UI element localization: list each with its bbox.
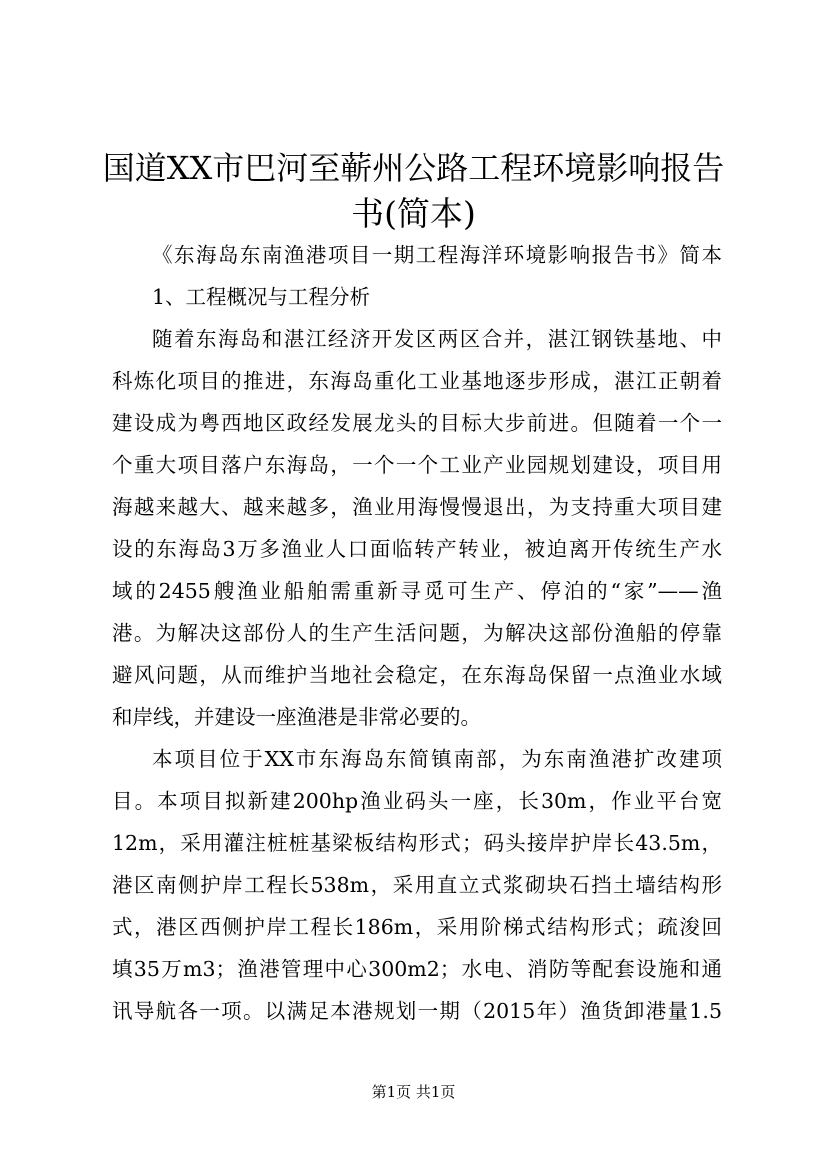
body-line: 个重大项目落户东海岛，一个一个工业产业园规划建设，项目用 [112, 453, 722, 477]
body-line: 港区南侧护岸工程长538m，采用直立式浆砌块石挡土墙结构形 [112, 873, 722, 897]
body-line: 避风问题，从而维护当地社会稳定，在东海岛保留一点渔业水域 [112, 663, 722, 687]
body-line: 港。为解决这部份人的生产生活问题，为解决这部份渔船的停靠 [112, 621, 722, 645]
body-line: 域的2455艘渔业船舶需重新寻觅可生产、停泊的“家”——渔 [112, 579, 722, 603]
body-line: 填35万m3；渔港管理中心300m2；水电、消防等配套设施和通 [112, 957, 722, 981]
body-line: 12m，采用灌注桩桩基梁板结构形式；码头接岸护岸长43.5m， [112, 831, 722, 855]
body-line: 《东海岛东南渔港项目一期工程海洋环境影响报告书》简本 [152, 243, 722, 267]
document-title-line-1: 国道XX市巴河至蕲州公路工程环境影响报告 [102, 149, 725, 187]
document-title-line-2: 书(简本) [351, 194, 476, 233]
body-line: 和岸线，并建设一座渔港是非常必要的。 [112, 705, 481, 729]
section-heading: 1、工程概况与工程分析 [152, 285, 371, 309]
page-footer: 第1页 共1页 [371, 1083, 456, 1101]
body-line: 随着东海岛和湛江经济开发区两区合并，湛江钢铁基地、中 [152, 327, 722, 351]
body-line: 讯导航各一项。以满足本港规划一期（2015年）渔货卸港量1.5 [112, 999, 722, 1023]
body-line: 海越来越大、越来越多，渔业用海慢慢退出，为支持重大项目建 [112, 495, 722, 519]
body-line: 科炼化项目的推进，东海岛重化工业基地逐步形成，湛江正朝着 [112, 369, 722, 393]
body-line: 本项目位于XX市东海岛东简镇南部，为东南渔港扩改建项 [152, 747, 722, 771]
body-line: 式，港区西侧护岸工程长186m，采用阶梯式结构形式；疏浚回 [112, 915, 722, 939]
body-line: 建设成为粤西地区政经发展龙头的目标大步前进。但随着一个一 [112, 411, 722, 435]
body-line: 设的东海岛3万多渔业人口面临转产转业，被迫离开传统生产水 [112, 537, 722, 561]
body-line: 目。本项目拟新建200hp渔业码头一座，长30m，作业平台宽 [112, 789, 722, 813]
